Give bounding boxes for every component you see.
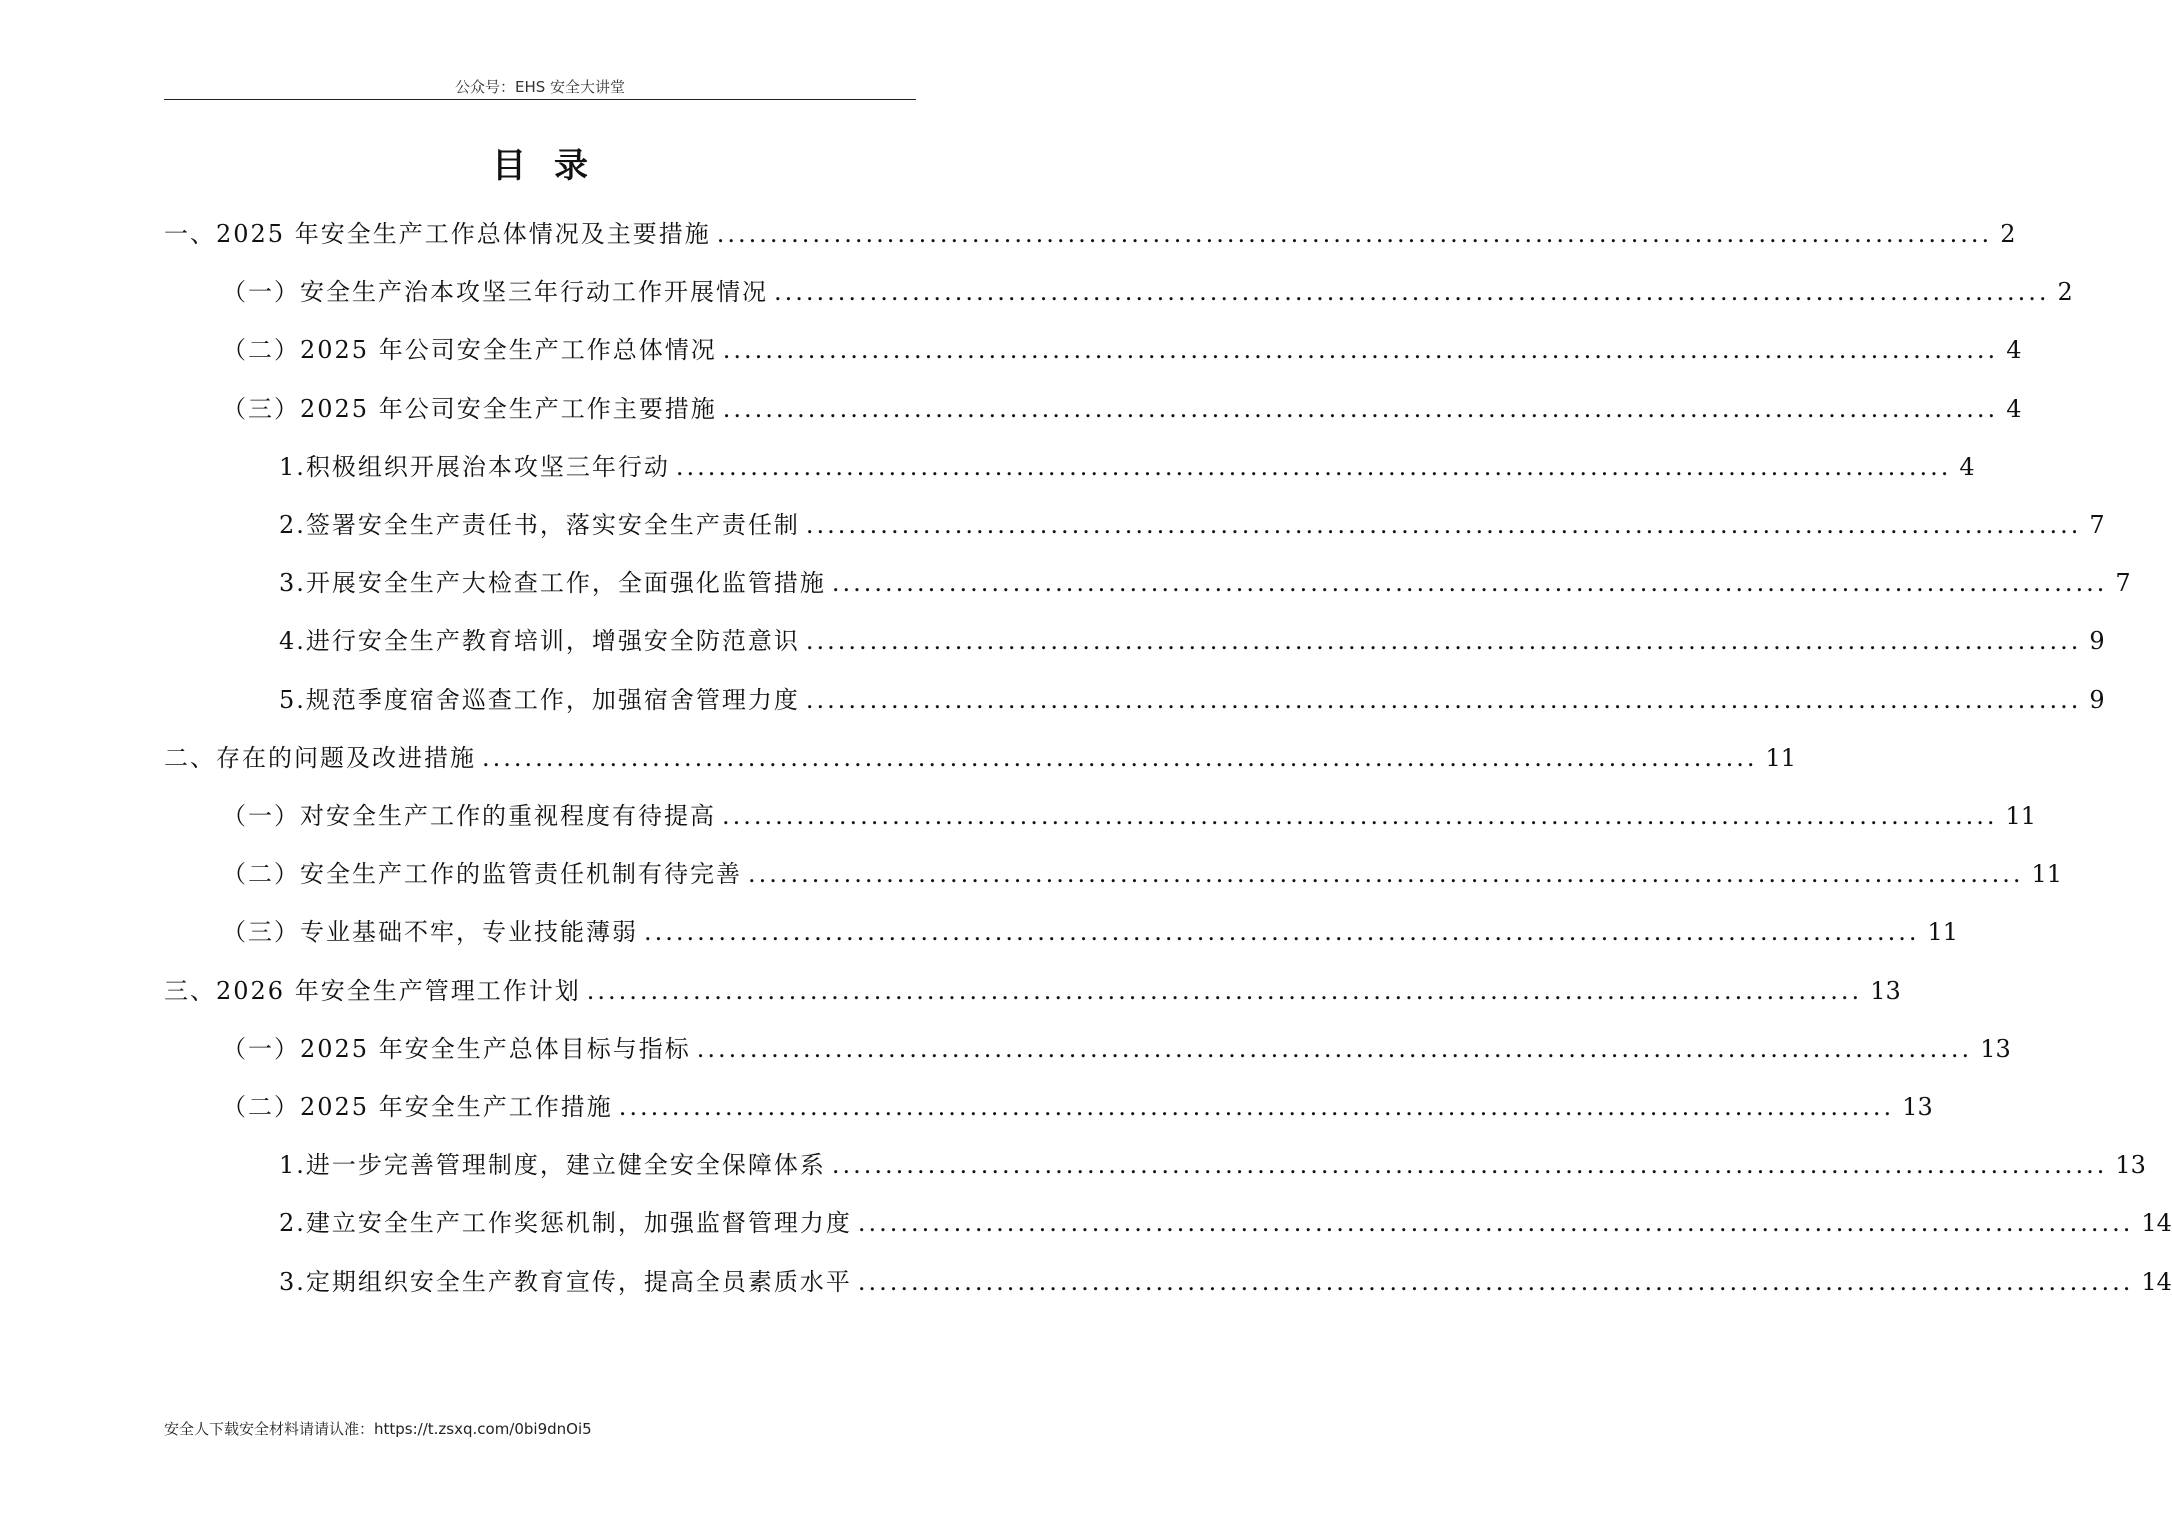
toc-dot-leader: ........................................................................................................................ [857,1267,2134,1296]
toc-dot-leader: ........................................................................................................................ [482,743,1758,772]
toc-entry[interactable] [222,1032,2011,1066]
toc-dot-leader: ........................................................................................................................ [805,685,2082,714]
toc-dot-leader: ........................................................................................................................ [722,336,1999,365]
toc-dot-leader: ........................................................................................................................ [831,569,2108,598]
toc-entry-page-number: 4 [2006,336,2022,365]
toc-entry[interactable] [164,974,1901,1008]
toc-dot-leader: ........................................................................................................................ [696,1034,1973,1063]
toc-entry-page-number: 4 [1959,452,1975,481]
toc-entry-label: （二）2025 年公司安全生产工作总体情况 [222,336,717,365]
toc-entry[interactable] [279,1206,2172,1240]
toc-entry-label: （一）对安全生产工作的重视程度有待提高 [222,802,716,830]
toc-entry-label: 3.开展安全生产大检查工作，全面强化监管措施 [279,569,826,598]
toc-entry-page-number: 9 [2089,685,2105,714]
toc-entry-page-number: 11 [2031,860,2063,889]
toc-entry[interactable] [222,275,2073,309]
toc-entry[interactable] [222,915,1959,949]
toc-entry-page-number: 13 [1980,1034,2011,1063]
toc-entry-page-number: 7 [2115,569,2131,598]
toc-entry-page-number: 13 [1902,1093,1933,1121]
page-header: 公众号：EHS 安全大讲堂 [454,78,626,96]
toc-dot-leader: ........................................................................................................................ [618,1093,1895,1121]
toc-entry-page-number: 2 [2000,220,2016,248]
toc-entry-page-number: 2 [2057,278,2073,307]
toc-entry[interactable] [222,799,2037,833]
toc-entry-page-number: 14 [2141,1267,2172,1296]
toc-dot-leader: ........................................................................................................................ [586,976,1863,1005]
toc-dot-leader: ........................................................................................................................ [805,627,2082,656]
toc-entry[interactable] [279,624,2105,658]
toc-entry-label: 4.进行安全生产教育培训，增强安全防范意识 [279,627,800,656]
toc-entry[interactable] [222,1090,1933,1124]
toc-entry-label: 2.建立安全生产工作奖惩机制，加强监督管理力度 [279,1209,852,1238]
toc-dot-leader: ........................................................................................................................ [675,452,1952,481]
toc-entry-page-number: 14 [2141,1209,2172,1238]
toc-dot-leader: ........................................................................................................................ [805,511,2082,539]
toc-entry-label: （三）专业基础不牢，专业技能薄弱 [222,918,638,947]
toc-entry-label: 二、存在的问题及改进措施 [164,743,476,772]
toc-entry-label: 三、2026 年安全生产管理工作计划 [164,976,581,1005]
toc-entry[interactable] [279,683,2105,717]
toc-entry-label: （二）安全生产工作的监管责任机制有待完善 [222,860,742,889]
toc-dot-leader: ........................................................................................................................ [748,860,2024,889]
toc-entry-page-number: 11 [2005,802,2037,830]
toc-entry-label: 一、2025 年安全生产工作总体情况及主要措施 [164,220,711,248]
toc-dot-leader: ........................................................................................................................ [722,802,1998,830]
toc-entry-label: （三）2025 年公司安全生产工作主要措施 [222,394,717,423]
toc-entry-label: （一）2025 年安全生产总体目标与指标 [222,1034,691,1063]
toc-entry[interactable] [164,217,2016,251]
toc-entry-page-number: 9 [2089,627,2105,656]
toc-entry-page-number: 13 [2115,1151,2146,1180]
toc-entry-label: 2.签署安全生产责任书，落实安全生产责任制 [279,511,800,539]
toc-entry-page-number: 11 [1927,918,1959,947]
toc-entry-page-number: 7 [2089,511,2105,539]
toc-entry-label: 1.进一步完善管理制度，建立健全安全保障体系 [279,1151,826,1180]
toc-entry-label: 1.积极组织开展治本攻坚三年行动 [279,452,670,481]
page-title: 目录 [492,146,616,186]
toc-dot-leader: ........................................................................................................................ [716,220,1993,248]
toc-entry-page-number: 11 [1765,743,1797,772]
toc-dot-leader: ........................................................................................................................ [774,278,2050,307]
toc-entry[interactable] [164,741,1797,775]
toc-entry[interactable] [279,450,1975,484]
toc-dot-leader: ........................................................................................................................ [831,1151,2108,1180]
toc-entry-label: （一）安全生产治本攻坚三年行动工作开展情况 [222,278,768,307]
toc-entry-label: 5.规范季度宿舍巡查工作，加强宿舍管理力度 [279,685,800,714]
toc-entry[interactable] [222,857,2063,891]
toc-entry[interactable] [279,566,2131,600]
toc-entry[interactable] [279,1148,2146,1182]
toc-entry-label: 3.定期组织安全生产教育宣传，提高全员素质水平 [279,1267,852,1296]
toc-dot-leader: ........................................................................................................................ [644,918,1920,947]
toc-entry-label: （二）2025 年安全生产工作措施 [222,1093,613,1121]
toc-entry-page-number: 4 [2006,394,2022,423]
toc-entry[interactable] [222,392,2022,426]
toc-entry[interactable] [279,1265,2172,1299]
toc-entry[interactable] [222,333,2022,367]
toc-dot-leader: ........................................................................................................................ [722,394,1999,423]
toc-entry[interactable] [279,508,2105,542]
page-footer: 安全人下载安全材料请请认准：https://t.zsxq.com/0bi9dnOi5 [164,1420,592,1438]
toc-entry-page-number: 13 [1870,976,1901,1005]
toc-dot-leader: ........................................................................................................................ [857,1209,2134,1238]
